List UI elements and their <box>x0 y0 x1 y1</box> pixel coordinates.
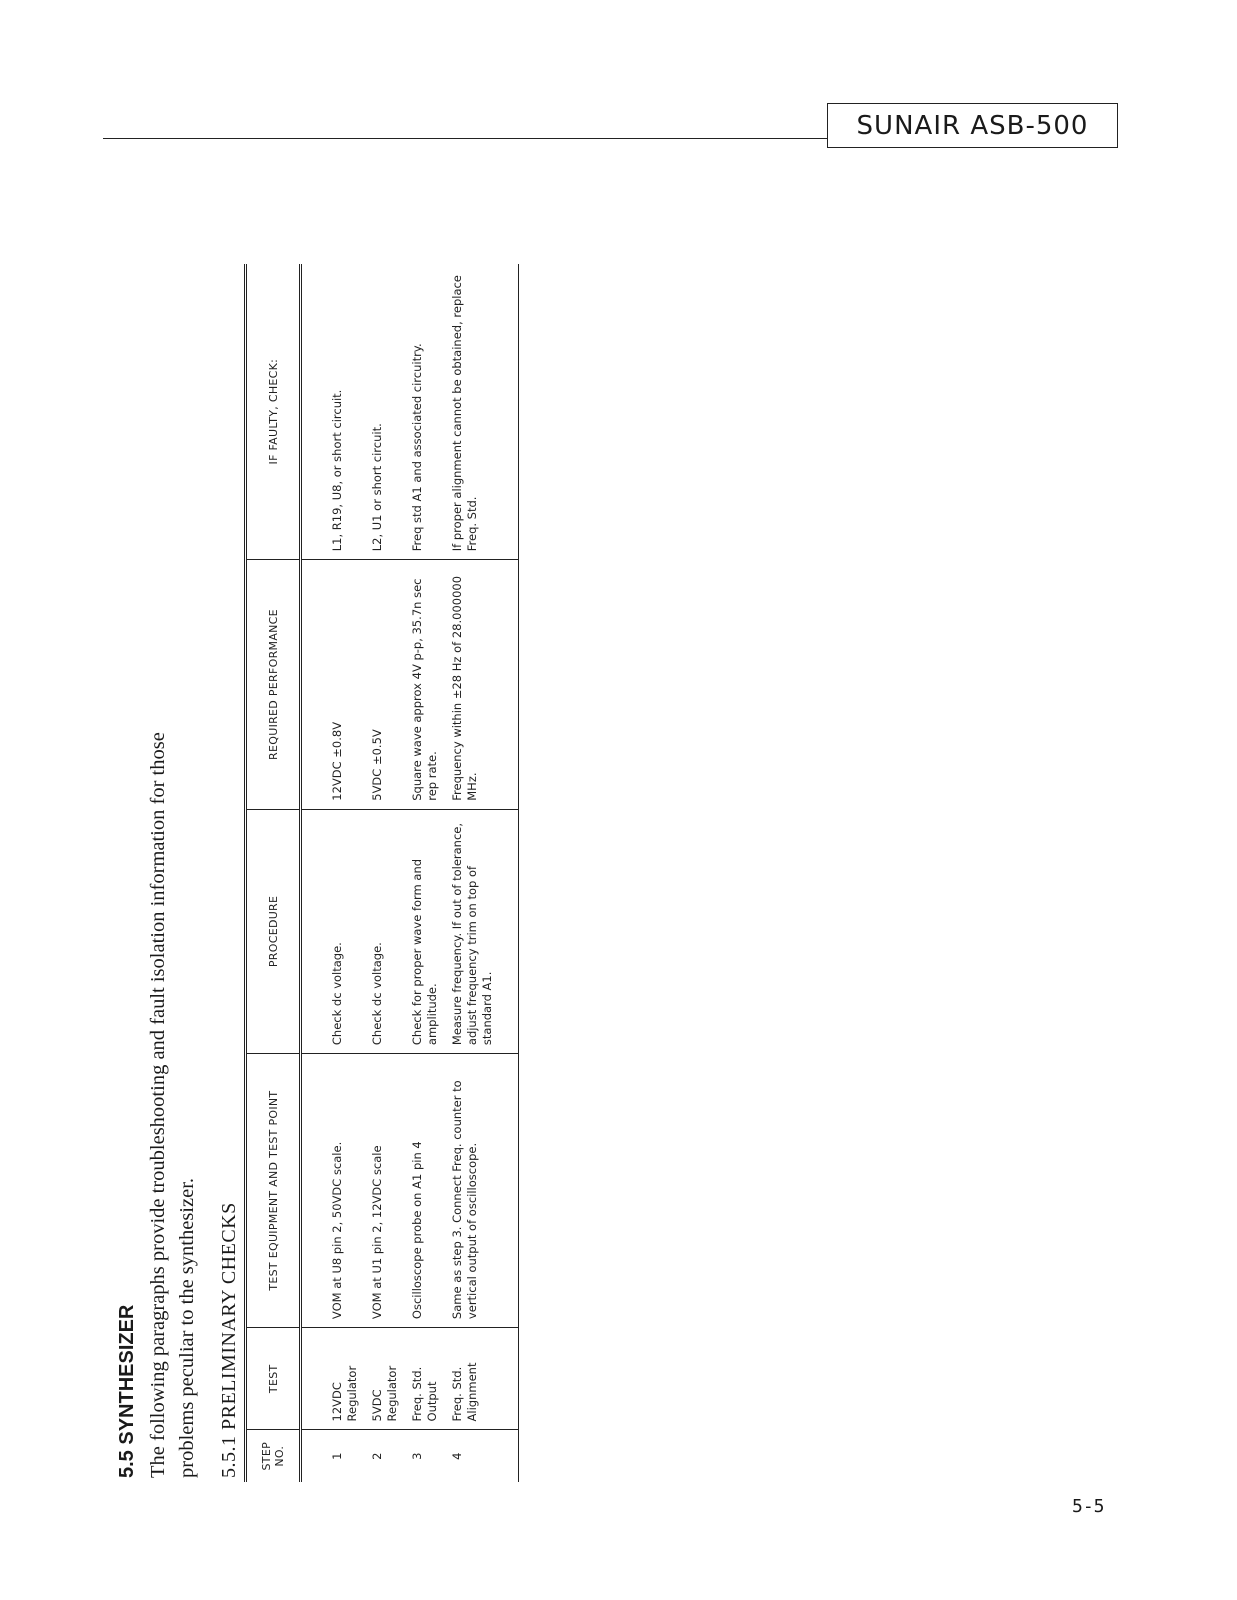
cell-procedure: Check dc voltage. <box>366 809 406 1053</box>
cell-performance: 5VDC ±0.5V <box>366 560 406 809</box>
table-header-row <box>246 264 301 1482</box>
header-performance: REQUIRED PERFORMANCE <box>246 560 301 809</box>
cell-step: 2 <box>370 1452 384 1460</box>
cell-fault: Freq std A1 and associated circuitry. <box>406 264 446 560</box>
table-row <box>326 264 366 1482</box>
rotated-content <box>100 190 600 1490</box>
header-step: STEP NO. <box>246 1430 301 1482</box>
intro-paragraph: The following paragraphs provide troubleshooting and fault isolation information for those problems peculiar to the synthesizer. <box>147 732 198 1478</box>
cell-fault: L2, U1 or short circuit. <box>366 264 406 560</box>
header-fault: IF FAULTY, CHECK: <box>246 264 301 560</box>
cell-equipment: Oscilloscope probe on A1 pin 4 <box>406 1054 446 1328</box>
cell-equipment: VOM at U8 pin 2, 50VDC scale. <box>326 1054 366 1328</box>
cell-test: 12VDC Regulator <box>326 1328 366 1430</box>
cell-equipment: VOM at U1 pin 2, 12VDC scale <box>366 1054 406 1328</box>
cell-test: Freq. Std. Output <box>406 1328 446 1430</box>
cell-procedure: Measure frequency. If out of tolerance, adjust frequency trim on top of standard A1. <box>446 809 519 1053</box>
cell-procedure: Check dc voltage. <box>326 809 366 1053</box>
header-equipment: TEST EQUIPMENT AND TEST POINT <box>246 1054 301 1328</box>
page-number: 5-5 <box>1072 1496 1105 1517</box>
section-title: 5.5 SYNTHESIZER <box>116 1304 138 1478</box>
table-row <box>446 264 519 1482</box>
cell-test: 5VDC Regulator <box>366 1328 406 1430</box>
table-spacer-row <box>301 264 327 1482</box>
header-test: TEST <box>246 1328 301 1430</box>
cell-step: 3 <box>410 1452 424 1460</box>
subsection-title: 5.5.1 PRELIMINARY CHECKS <box>218 1202 240 1478</box>
cell-performance: Square wave approx 4V p-p, 35.7n sec rep rate. <box>406 560 446 809</box>
model-header: SUNAIR ASB-500 <box>827 103 1118 148</box>
cell-step: 1 <box>330 1452 344 1460</box>
header-procedure: PROCEDURE <box>246 809 301 1053</box>
table-row <box>366 264 406 1482</box>
table-row <box>406 264 446 1482</box>
cell-step: 4 <box>446 1430 519 1482</box>
cell-fault: If proper alignment cannot be obtained, replace Freq. Std. <box>446 264 519 560</box>
cell-equipment: Same as step 3. Connect Freq. counter to vertical output of oscilloscope. <box>446 1054 519 1328</box>
cell-test: Freq. Std. Alignment <box>446 1328 519 1430</box>
header-rule <box>103 138 828 139</box>
cell-performance: Frequency within ±28 Hz of 28.000000 MHz. <box>446 560 519 809</box>
cell-fault: L1, R19, U8, or short circuit. <box>326 264 366 560</box>
cell-performance: 12VDC ±0.8V <box>326 560 366 809</box>
preliminary-checks-table <box>244 264 519 1482</box>
cell-procedure: Check for proper wave form and amplitude. <box>406 809 446 1053</box>
